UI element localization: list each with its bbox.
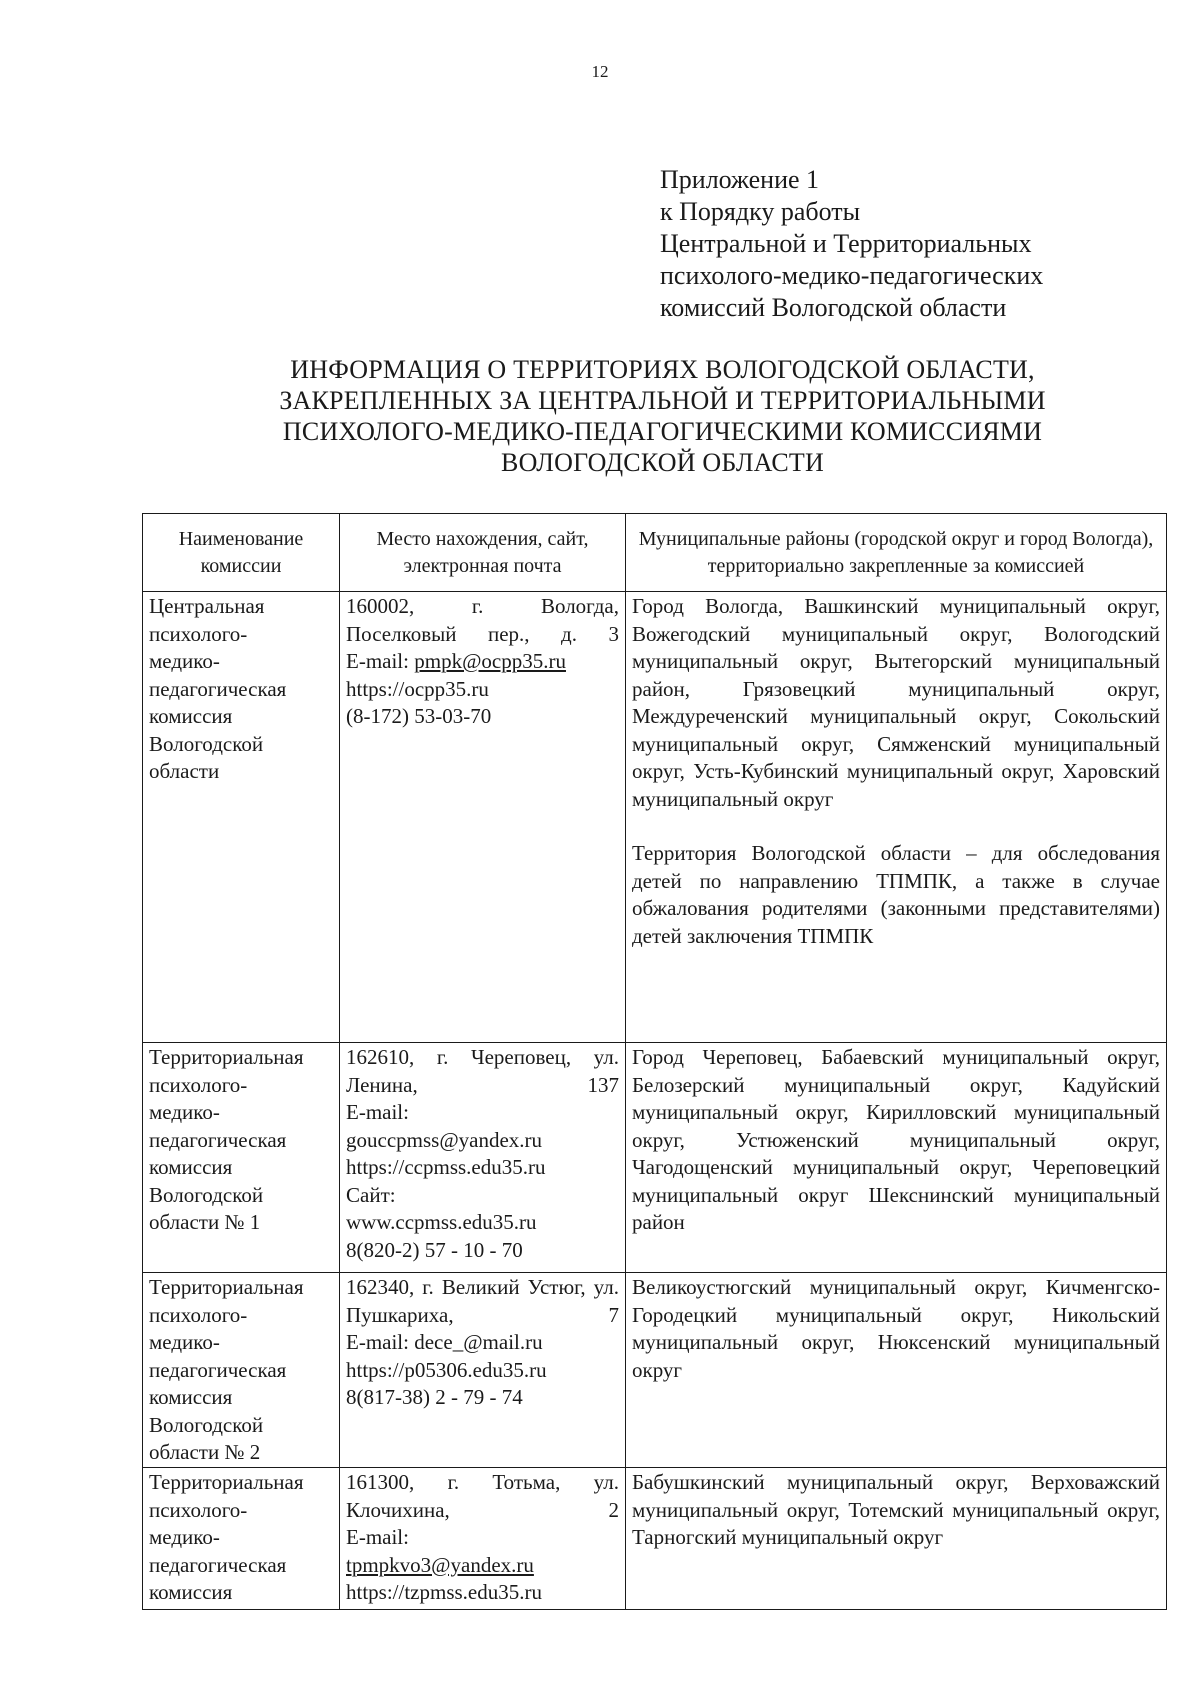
areas-text: Великоустюгский муниципальный округ, Кичменгско-Городецкий муниципальный округ, Никольский муниципальный округ, Нюксенский муниципальный округ	[632, 1275, 1160, 1382]
email-link[interactable]: dece_@mail.ru	[414, 1330, 543, 1354]
table-row	[143, 1468, 1167, 1610]
document-title	[150, 354, 1175, 478]
phone: 8(820-2) 57 - 10 - 70	[346, 1237, 523, 1262]
email-label: E-mail:	[346, 1100, 409, 1124]
name-line: комиссия	[149, 704, 233, 728]
name-line: педагогическая	[149, 1552, 287, 1577]
appendix-line: к Порядку работы	[660, 197, 861, 226]
email-label: E-mail:	[346, 649, 415, 673]
name-line: психолого-	[149, 1497, 248, 1522]
phone: (8-172) 53-03-70	[346, 704, 492, 728]
name-line: медико-	[149, 1100, 220, 1124]
name-line: комиссия	[149, 1155, 233, 1179]
name-line: комиссия	[149, 1580, 233, 1604]
email-link[interactable]: pmpk@ocpp35.ru	[414, 649, 566, 673]
name-line: области	[149, 759, 220, 783]
email-line	[346, 1329, 619, 1357]
name-line: Вологодской	[149, 1182, 264, 1207]
commission-location	[340, 1043, 626, 1273]
areas-text: Бабушкинский муниципальный округ, Верховажский муниципальный округ, Тотемский муниципальный округ, Тарногский муниципальный округ	[632, 1470, 1160, 1549]
table-row	[143, 592, 1167, 1043]
commission-name	[143, 1273, 340, 1468]
name-line: Территориальная	[149, 1045, 304, 1069]
areas-text: Город Череповец, Бабаевский муниципальный округ, Белозерский муниципальный округ, Кадуйский муниципальный округ, Кирилловский муниципальный округ, Устюженский муниципальный округ, Чагодощенский муниципальный округ, Череповецкий муниципальный округ Шекснинский муниципальный район	[632, 1045, 1160, 1234]
address: 161300, г. Тотьма, ул. Клочихина, 2	[346, 1470, 619, 1522]
name-line: педагогическая	[149, 676, 287, 701]
table-row	[143, 1273, 1167, 1468]
appendix-line: психолого-медико-педагогических	[660, 261, 1044, 290]
name-line: области № 1	[149, 1210, 261, 1234]
site-label: Сайт:	[346, 1182, 396, 1207]
title-line: ЗАКРЕПЛЕННЫХ ЗА ЦЕНТРАЛЬНОЙ И ТЕРРИТОРИАЛЬНЫМИ	[279, 386, 1046, 415]
name-line: медико-	[149, 1330, 220, 1354]
address: 162340, г. Великий Устюг, ул. Пушкариха, 7	[346, 1275, 619, 1327]
commissions-table	[142, 513, 1167, 1610]
website-link[interactable]: https://ocpp35.ru	[346, 676, 489, 701]
commission-location	[340, 592, 626, 1043]
table-header-row	[143, 514, 1167, 592]
phone: 8(817-38) 2 - 79 - 74	[346, 1385, 523, 1409]
header-areas: Муниципальные районы (городской округ и город Вологда), территориально закрепленные за комиссией	[626, 514, 1167, 592]
table-row	[143, 1043, 1167, 1273]
appendix-line: комиссий Вологодской области	[660, 293, 1007, 322]
header-location: Место нахождения, сайт, электронная почта	[340, 514, 626, 592]
website-link[interactable]: https://tzpmss.edu35.ru	[346, 1580, 542, 1604]
name-line: психолого-	[149, 1072, 248, 1097]
name-line: педагогическая	[149, 1357, 287, 1382]
commission-name	[143, 1043, 340, 1273]
name-line: педагогическая	[149, 1127, 287, 1152]
website-link-alt[interactable]: www.ccpmss.edu35.ru	[346, 1210, 537, 1234]
website-link[interactable]: https://ccpmss.edu35.ru	[346, 1155, 546, 1179]
name-line: области № 2	[149, 1440, 261, 1464]
assigned-areas	[626, 1043, 1167, 1273]
name-line: психолого-	[149, 621, 248, 646]
appendix-line: Центральной и Территориальных	[660, 229, 1032, 258]
name-line: Вологодской	[149, 731, 264, 756]
page-number: 12	[591, 62, 609, 81]
address: 160002, г. Вологда, Поселковый пер., д. 3	[346, 594, 619, 646]
assigned-areas	[626, 1468, 1167, 1610]
email-line	[346, 648, 619, 676]
name-line: Вологодской	[149, 1412, 264, 1437]
commission-name	[143, 1468, 340, 1610]
email-label: E-mail:	[346, 1525, 409, 1549]
assigned-areas	[626, 592, 1167, 1043]
name-line: медико-	[149, 649, 220, 673]
title-line: ИНФОРМАЦИЯ О ТЕРРИТОРИЯХ ВОЛОГОДСКОЙ ОБЛАСТИ,	[290, 355, 1035, 384]
appendix-line: Приложение 1	[660, 165, 820, 194]
name-line: Территориальная	[149, 1470, 304, 1494]
header-name: Наименование комиссии	[143, 514, 340, 592]
name-line: медико-	[149, 1525, 220, 1549]
name-line: психолого-	[149, 1302, 248, 1327]
website-link[interactable]: https://p05306.edu35.ru	[346, 1357, 547, 1382]
email-label: E-mail:	[346, 1330, 415, 1354]
areas-text: Город Вологда, Вашкинский муниципальный округ, Вожегодский муниципальный округ, Вологодский муниципальный округ, Вытегорский муниципальный район, Грязовецкий муниципальный округ, Междуреченский муниципальный округ, Сокольский муниципальный округ, Сямженский муниципальный округ, Усть-Кубинский муниципальный округ, Харовский муниципальный округ	[632, 594, 1160, 811]
name-line: комиссия	[149, 1385, 233, 1409]
areas-note: Территория Вологодской области – для обследования детей по направлению ТПМПК, а также в случае обжалования родителями (законными представителями) детей заключения ТПМПК	[632, 841, 1160, 948]
title-line: ВОЛОГОДСКОЙ ОБЛАСТИ	[501, 448, 824, 477]
email-link[interactable]: gouccpmss@yandex.ru	[346, 1127, 543, 1152]
title-line: ПСИХОЛОГО-МЕДИКО-ПЕДАГОГИЧЕСКИМИ КОМИССИЯМИ	[282, 417, 1043, 446]
name-line: Центральная	[149, 594, 265, 618]
commission-location	[340, 1273, 626, 1468]
address: 162610, г. Череповец, ул. Ленина, 137	[346, 1045, 619, 1097]
assigned-areas	[626, 1273, 1167, 1468]
name-line: Территориальная	[149, 1275, 304, 1299]
appendix-note	[660, 164, 1043, 324]
email-link[interactable]: tpmpkvo3@yandex.ru	[346, 1552, 534, 1577]
commission-location	[340, 1468, 626, 1610]
commission-name	[143, 592, 340, 1043]
